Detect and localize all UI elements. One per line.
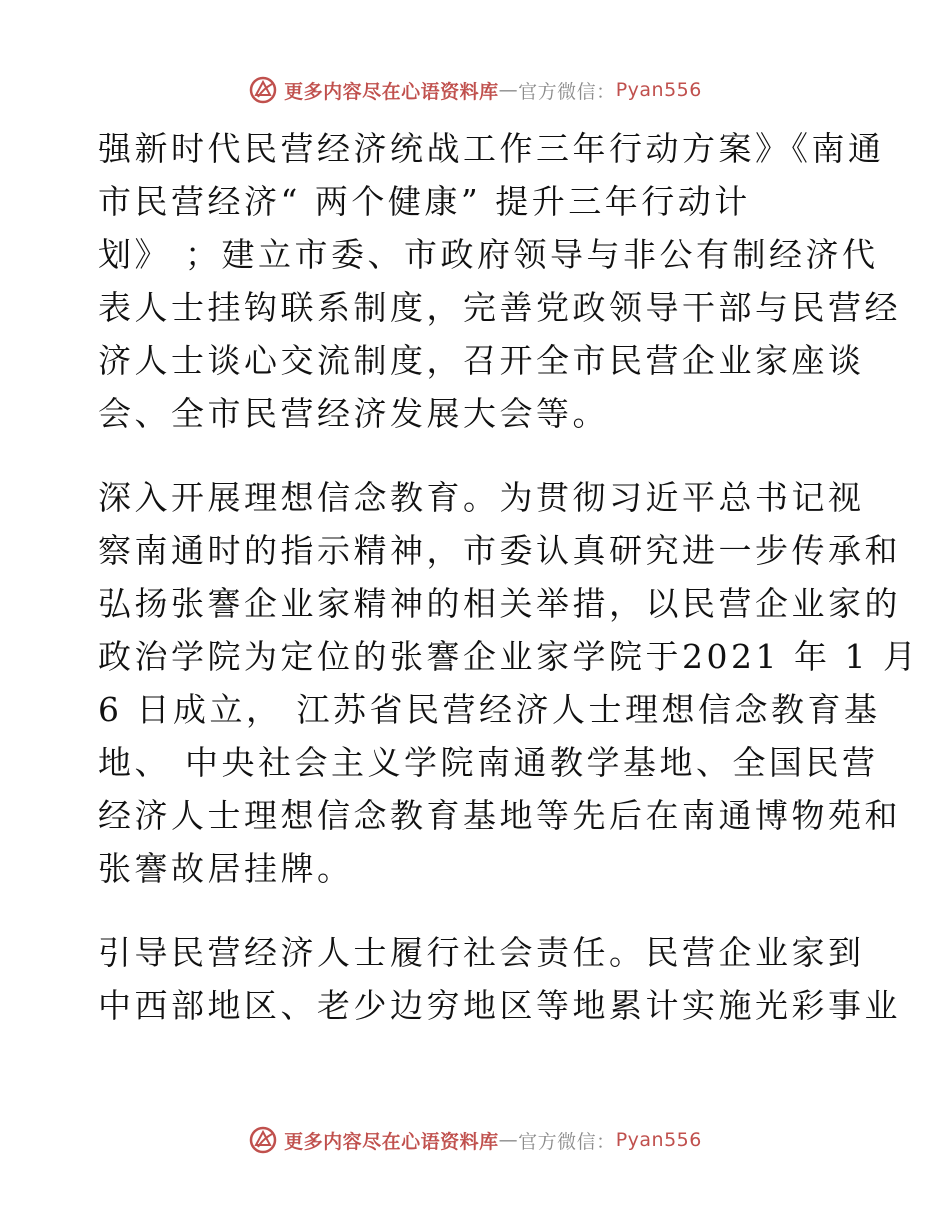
- paragraph-line: 济人士谈心交流制度，召开全市民营企业家座谈: [98, 341, 865, 380]
- footer-watermark: [0, 1120, 950, 1160]
- watermark-brand: 更多内容尽在心语资料库: [284, 80, 499, 103]
- red-seal-logo-icon: [248, 75, 278, 105]
- paragraph-line: 表人士挂钩联系制度，完善党政领导干部与民营经: [98, 288, 901, 327]
- watermark-dash: —: [498, 79, 519, 101]
- paragraph-line: 会、全市民营经济发展大会等。: [98, 394, 609, 433]
- watermark-brand: 更多内容尽在心语资料库: [284, 1130, 499, 1153]
- paragraph-line: 地、 中央社会主义学院南通教学基地、全国民营: [98, 743, 879, 782]
- paragraph-line: 市民营经济“ 两个健康” 提升三年行动计: [98, 182, 751, 221]
- paragraph-line: 引导民营经济人士履行社会责任。民营企业家到: [98, 933, 865, 972]
- paragraph-3: [98, 926, 901, 1032]
- paragraph-line: 强新时代民营经济统战工作三年行动方案》《南通: [98, 129, 885, 168]
- paragraph-line: 划》 ；建立市委、市政府领导与非公有制经济代: [98, 235, 879, 274]
- paragraph-line: 经济人士理想信念教育基地等先后在南通博物苑和: [98, 796, 901, 835]
- watermark-wechat-id: Pyan556: [615, 79, 702, 101]
- watermark-wechat-id: Pyan556: [615, 1129, 702, 1151]
- paragraph-line: 张謇故居挂牌。: [98, 849, 354, 888]
- watermark-label: 官方微信：: [518, 1130, 616, 1153]
- red-seal-logo-icon: [248, 1125, 278, 1155]
- paragraph-2: [98, 471, 920, 895]
- watermark-dash: —: [498, 1129, 519, 1151]
- watermark-label: 官方微信：: [518, 80, 616, 103]
- paragraph-line: 政治学院为定位的张謇企业家学院于2021 年 1 月: [98, 637, 920, 676]
- paragraph-line: 6 日成立， 江苏省民营经济人士理想信念教育基: [98, 690, 881, 729]
- paragraph-line: 中西部地区、老少边穷地区等地累计实施光彩事业: [98, 986, 901, 1025]
- paragraph-line: 察南通时的指示精神，市委认真研究进一步传承和: [98, 531, 901, 570]
- paragraph-line: 弘扬张謇企业家精神的相关举措，以民营企业家的: [98, 584, 901, 623]
- paragraph-line: 深入开展理想信念教育。为贯彻习近平总书记视: [98, 478, 865, 517]
- header-watermark: [0, 70, 950, 110]
- document-body: [98, 122, 920, 1032]
- paragraph-1: [98, 122, 901, 440]
